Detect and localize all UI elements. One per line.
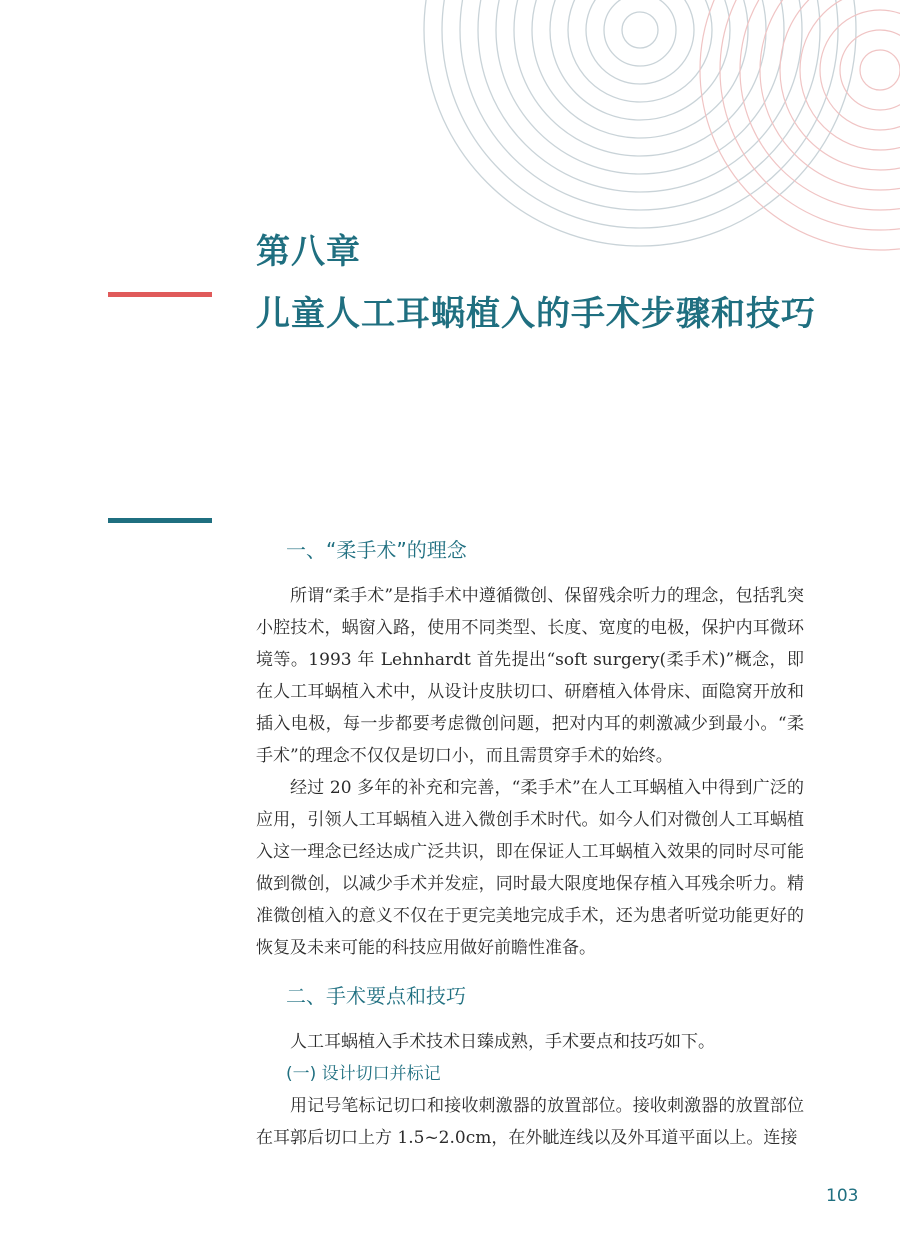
concentric-circles-decoration [0, 0, 900, 300]
chapter-number: 第八章 [256, 232, 361, 272]
page-number: 103 [826, 1186, 859, 1206]
paragraph: 用记号笔标记切口和接收刺激器的放置部位。接收刺激器的放置部位在耳郭后切口上方 1.5~2.0cm，在外眦连线以及外耳道平面以上。连接 [256, 1096, 804, 1148]
main-content [256, 532, 804, 1154]
subsection-heading-incision: (一) 设计切口并标记 [286, 1064, 441, 1084]
paragraph: 人工耳蜗植入手术技术日臻成熟，手术要点和技巧如下。 [290, 1032, 715, 1052]
chapter-title: 儿童人工耳蜗植入的手术步骤和技巧 [256, 294, 816, 334]
paragraph: 所谓“柔手术”是指手术中遵循微创、保留残余听力的理念，包括乳突小腔技术，蜗窗入路，使用不同类型、长度、宽度的电极，保护内耳微环境等。1993 年 Lehnhardt 首先提出“soft surgery(柔手术)”概念，即在人工耳蜗植入术中，从设计皮肤切口、研磨植入体骨床、面隐窝开放和插入电极，每一步都要考虑微创问题，把对内耳的刺激减少到最小。“柔手术”的理念不仅仅是切口小，而且需贯穿手术的始终。 [256, 586, 804, 766]
red-accent-rule [108, 292, 212, 297]
section-heading-surgical-points: 二、手术要点和技巧 [286, 984, 466, 1008]
paragraph: 经过 20 多年的补充和完善，“柔手术”在人工耳蜗植入中得到广泛的应用，引领人工耳蜗植入进入微创手术时代。如今人们对微创人工耳蜗植入这一理念已经达成广泛共识，即在保证人工耳蜗植入效果的同时尽可能做到微创，以减少手术并发症，同时最大限度地保存植入耳残余听力。精准微创植入的意义不仅在于更完美地完成手术，还为患者听觉功能更好的恢复及未来可能的科技应用做好前瞻性准备。 [256, 778, 804, 958]
teal-accent-rule [108, 518, 212, 523]
section-heading-soft-surgery: 一、“柔手术”的理念 [286, 538, 467, 562]
